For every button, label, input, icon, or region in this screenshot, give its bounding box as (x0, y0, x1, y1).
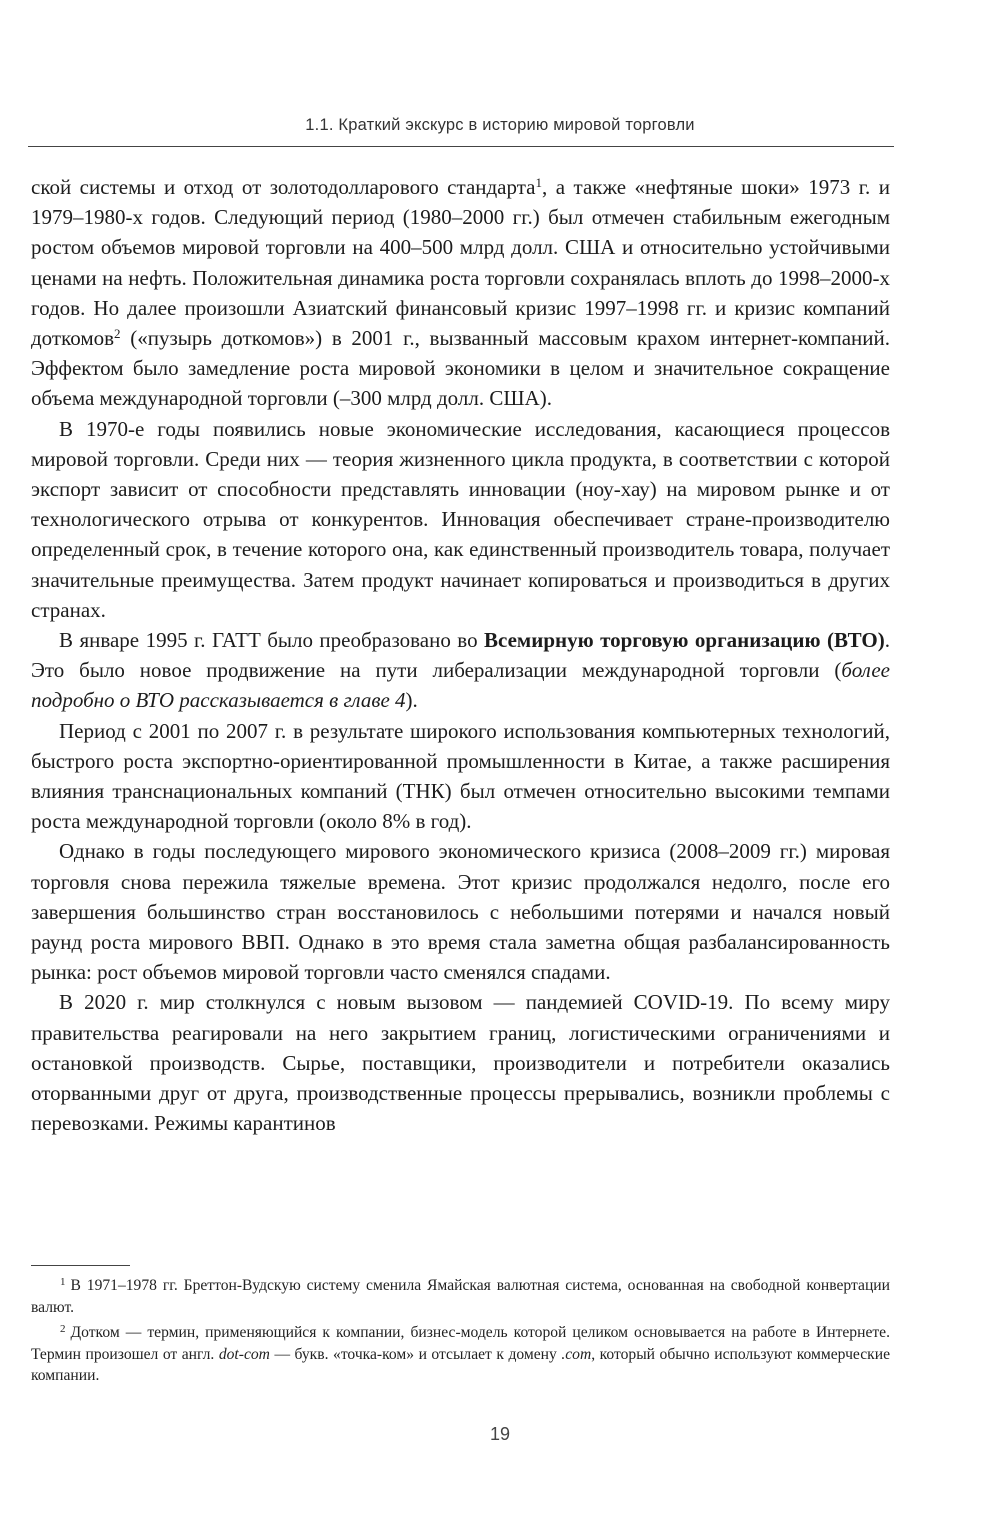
running-title: 1.1. Краткий экскурс в историю мировой торговли (305, 116, 695, 134)
footnote-2-text-a: Дотком — термин, применяющийся к компании, бизнес-модель которой целиком основывается на работе в Интернете. Термин произошел от англ. (31, 1324, 890, 1363)
footnote-2-term-domain: .com (561, 1345, 592, 1363)
paragraph-3 (31, 625, 890, 716)
paragraph-5: Однако в годы последующего мирового экономического кризиса (2008–2009 гг.) мировая торговля снова пережила тяжелые времена. Этот кризис продолжался недолго, после его завершения большинство стран восстановилось с небольшими потерями и начался новый раунд роста мирового ВВП. Однако в это время стала заметна общая разбалансированность рынка: рост объемов мировой торговли часто сменялся спадами. (31, 839, 890, 985)
paragraph-3-text-a: В январе 1995 г. ГАТТ было преобразовано во (59, 628, 485, 653)
paragraph-1-text-b: , а также «нефтяные шоки» 1973 г. и 1979–1980-х годов. Следующий период (1980–2000 гг.) был отмечен стабильным ежегодным ростом объемов мировой торговли на 400–500 млрд долл. США и относительно устойчивыми ценами на нефть. Положительная динамика роста торговли сохранялась вплоть до 1998–2000-х годов. Но далее произошли Азиатский финансовый кризис 1997–1998 гг. и кризис компаний доткомов (31, 175, 891, 351)
paragraph-1-text-a: ской системы и отход от золотодолларового стандарта (31, 175, 536, 199)
paragraph-1 (31, 172, 890, 414)
footnote-rule (31, 1265, 130, 1266)
paragraph-3-text-b: . Это было новое продвижение на пути либерализации международной торговли ( (31, 628, 890, 683)
footnote-1 (31, 1275, 890, 1318)
footnote-ref-2[interactable]: 2 (114, 326, 121, 342)
footnote-2 (31, 1322, 890, 1387)
footnote-1-text: В 1971–1978 гг. Бреттон-Вудскую систему сменила Ямайская валютная система, основанная на свободной конвертации валют. (31, 1277, 890, 1316)
page-number: 19 (489, 1424, 511, 1444)
footnote-2-text-b: — букв. «точка-ком» и отсылает к домену (269, 1345, 562, 1363)
header-rule (28, 146, 894, 147)
paragraph-4: Период с 2001 по 2007 г. в результате широкого использования компьютерных технологий, быстрого роста экспортно-ориентированной промышленности в Китае, а также расширения влияния транснациональных компаний (ТНК) был отмечен относительно высокими темпами роста международной торговли (около 8% в год). (31, 718, 890, 834)
footnote-ref-1[interactable]: 1 (535, 175, 542, 190)
paragraph-3-text-c: ). (405, 688, 418, 713)
footnote-2-text-c: , который обычно используют коммерческие компании. (31, 1345, 890, 1384)
chapter-reference: более подробно о ВТО рассказывается в главе 4 (31, 658, 890, 713)
footnote-2-term-dotcom: dot-com (218, 1345, 270, 1363)
paragraph-1-text-c: («пузырь доткомов») в 2001 г., вызванный массовым крахом интернет-компаний. Эффектом было замедление роста мировой экономики в целом и значительное сокращение объема международной торговли (–300 млрд долл. США). (31, 326, 890, 411)
wto-term: Всемирную торговую организацию (ВТО) (484, 628, 885, 653)
footnote-1-mark: 1 (60, 1276, 66, 1288)
paragraph-6: В 2020 г. мир столкнулся с новым вызовом — пандемией COVID-19. По всему миру правительства реагировали на него закрытием границ, логистическими ограничениями и остановкой производств. Сырье, поставщики, производители и потребители оказались оторванными друг от друга, производственные процессы прерывались, возникли проблемы с перевозками. Режимы карантинов (31, 990, 890, 1136)
footnotes (31, 1275, 890, 1391)
footnote-2-mark: 2 (60, 1323, 66, 1335)
body-text (31, 172, 890, 1139)
paragraph-2: В 1970-е годы появились новые экономические исследования, касающиеся процессов мировой торговли. Среди них — теория жизненного цикла продукта, в соответствии с которой экспорт зависит от способности представлять инновации (ноу-хау) на мировом рынке и от технологического отрыва от конкурентов. Инновация обеспечивает стране-производителю определенный срок, в течение которого она, как единственный производитель товара, получает значительные преимущества. Затем продукт начинает копироваться и производиться в других странах. (31, 416, 890, 622)
